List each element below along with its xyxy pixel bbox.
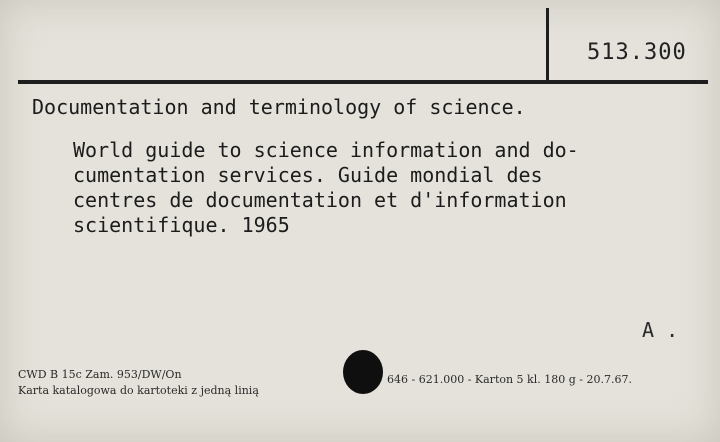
card-mark: A .	[642, 318, 679, 342]
body-line: scientifique. 1965	[73, 213, 290, 237]
card-title: Documentation and terminology of science.	[32, 95, 526, 119]
card-type-note: Karta katalogowa do kartoteki z jedną linią	[18, 384, 259, 397]
call-number: 513.300	[587, 40, 687, 65]
punch-hole	[343, 350, 383, 394]
horizontal-rule	[18, 80, 708, 84]
body-line: centres de documentation et d'information	[73, 188, 567, 212]
body-line: World guide to science information and do-	[73, 138, 579, 162]
vertical-rule	[546, 8, 549, 84]
body-line: cumentation services. Guide mondial des	[73, 163, 543, 187]
card-body	[73, 138, 703, 238]
print-run-info: 646 - 621.000 - Karton 5 kl. 180 g - 20.7.67.	[387, 373, 632, 386]
printer-imprint: CWD B 15c Zam. 953/DW/On	[18, 368, 182, 381]
